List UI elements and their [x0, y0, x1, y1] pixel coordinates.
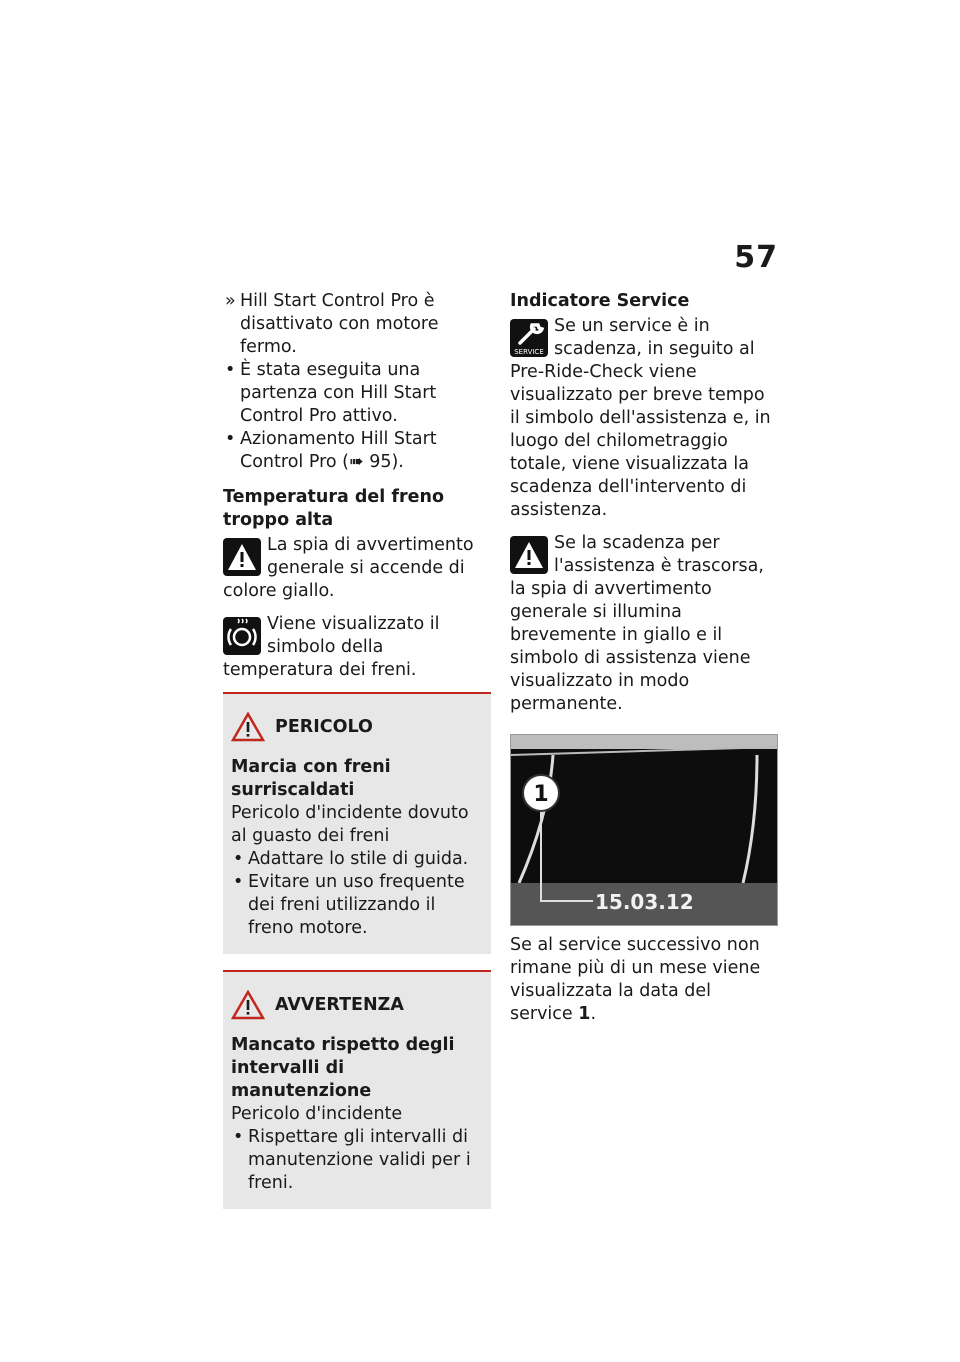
section-heading-brake-temp: Temperatura del freno troppo alta: [223, 487, 444, 530]
warning-list: [231, 1126, 483, 1195]
section-heading-service: Indicatore Service: [510, 291, 690, 311]
warning-triangle-icon: [510, 536, 548, 574]
callout-ref: 1: [578, 1004, 591, 1024]
warning-triangle-icon: [223, 538, 261, 576]
danger-text: Pericolo d'incidente dovuto al guasto dei freni: [231, 803, 469, 846]
page-number: 57: [734, 240, 778, 275]
right-column: [510, 290, 778, 1026]
warning-title: AVVERTENZA: [275, 994, 404, 1015]
brake-temp-paragraph: Viene visualizzato il simbolo della temperatura dei freni.: [223, 614, 440, 680]
svg-text:SERVICE: SERVICE: [514, 348, 544, 356]
warning-light-paragraph: La spia di avvertimento generale si accende di colore giallo.: [223, 535, 474, 601]
list-item: • Adattare lo stile di guida.: [233, 849, 469, 869]
list-item: • Rispettare gli intervalli di manutenzione validi per i freni.: [233, 1127, 471, 1193]
left-column: [223, 290, 491, 1225]
warning-triangle-icon: [231, 712, 265, 742]
warning-box: [223, 970, 491, 1209]
danger-heading: Marcia con freni surriscaldati: [231, 757, 391, 800]
danger-list: [231, 848, 483, 940]
figure-callout: 1: [533, 782, 549, 807]
service-paragraph: SERVICE Se un service è in scadenza, in seguito al Pre-Ride-Check viene visualizzato per breve tempo il simbolo dell'assistenza e, in luogo del chilometraggio totale, viene visualizzata la scadenza dell'intervento di assistenza.: [510, 316, 771, 520]
list-item: • Azionamento Hill Start Control Pro (➠ 95).: [225, 429, 437, 472]
service-date: 15.03.12: [595, 890, 694, 914]
service-overdue-paragraph: Se la scadenza per l'assistenza è trascorsa, la spia di avvertimento generale si illumina brevemente in giallo e il simbolo di assistenza viene visualizzato in modo permanente.: [510, 533, 764, 714]
service-date-paragraph: Se al service successivo non rimane più di un mese viene visualizzata la data del service 1.: [510, 935, 761, 1024]
danger-box: [223, 692, 491, 954]
brake-temperature-icon: [223, 617, 261, 655]
warning-heading: Mancato rispetto degli intervalli di manutenzione: [231, 1035, 455, 1101]
danger-title: PERICOLO: [275, 716, 373, 737]
list-item: » Hill Start Control Pro è disattivato con motore fermo.: [225, 291, 439, 357]
warning-text: Pericolo d'incidente: [231, 1104, 403, 1124]
list-item: • Evitare un uso frequente dei freni utilizzando il freno motore.: [233, 872, 465, 938]
service-display-figure: [510, 734, 778, 926]
service-wrench-icon: [510, 319, 548, 357]
warning-triangle-icon: [231, 990, 265, 1020]
list-item: • È stata eseguita una partenza con Hill Start Control Pro attivo.: [225, 360, 437, 426]
hill-start-list: [223, 290, 491, 474]
